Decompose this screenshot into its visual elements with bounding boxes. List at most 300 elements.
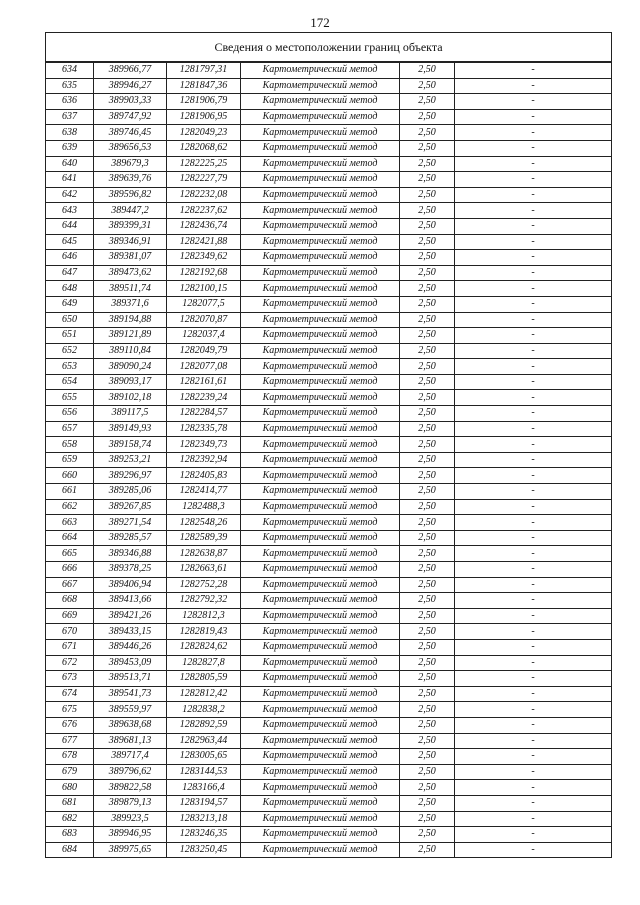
accuracy-cell: 2,50 [400,717,455,733]
point-number-cell: 644 [46,218,94,234]
table-row [46,639,612,655]
accuracy-cell: 2,50 [400,359,455,375]
x-coordinate-cell: 389447,2 [94,203,167,219]
table-row [46,530,612,546]
accuracy-cell: 2,50 [400,156,455,172]
x-coordinate-cell: 389903,33 [94,94,167,110]
table-row [46,328,612,344]
accuracy-cell: 2,50 [400,749,455,765]
accuracy-cell: 2,50 [400,827,455,843]
y-coordinate-cell: 1282077,08 [167,359,241,375]
page-number: 172 [310,15,330,30]
description-cell: - [455,624,612,640]
method-cell: Картометрический метод [241,749,400,765]
x-coordinate-cell: 389121,89 [94,328,167,344]
description-cell: - [455,421,612,437]
y-coordinate-cell: 1281906,79 [167,94,241,110]
method-cell: Картометрический метод [241,608,400,624]
accuracy-cell: 2,50 [400,546,455,562]
description-cell: - [455,187,612,203]
method-cell: Картометрический метод [241,343,400,359]
table-title: Сведения о местоположении границ объекта [46,33,612,63]
x-coordinate-cell: 389093,17 [94,374,167,390]
description-cell: - [455,702,612,718]
y-coordinate-cell: 1282812,42 [167,686,241,702]
method-cell: Картометрический метод [241,218,400,234]
table-row [46,140,612,156]
y-coordinate-cell: 1282405,83 [167,468,241,484]
accuracy-cell: 2,50 [400,78,455,94]
point-number-cell: 645 [46,234,94,250]
description-cell: - [455,827,612,843]
accuracy-cell: 2,50 [400,109,455,125]
description-cell: - [455,172,612,188]
point-number-cell: 684 [46,842,94,858]
point-number-cell: 649 [46,296,94,312]
table-row [46,234,612,250]
table-row [46,172,612,188]
point-number-cell: 681 [46,795,94,811]
method-cell: Картометрический метод [241,842,400,858]
accuracy-cell: 2,50 [400,452,455,468]
method-cell: Картометрический метод [241,172,400,188]
accuracy-cell: 2,50 [400,281,455,297]
description-cell: - [455,390,612,406]
accuracy-cell: 2,50 [400,218,455,234]
x-coordinate-cell: 389559,97 [94,702,167,718]
accuracy-cell: 2,50 [400,125,455,141]
description-cell: - [455,156,612,172]
accuracy-cell: 2,50 [400,795,455,811]
point-number-cell: 661 [46,484,94,500]
method-cell: Картометрический метод [241,639,400,655]
y-coordinate-cell: 1282335,78 [167,421,241,437]
table-row [46,312,612,328]
table-title-row [46,33,612,63]
x-coordinate-cell: 389679,3 [94,156,167,172]
point-number-cell: 665 [46,546,94,562]
method-cell: Картометрический метод [241,312,400,328]
table-row [46,203,612,219]
point-number-cell: 659 [46,452,94,468]
method-cell: Картометрический метод [241,234,400,250]
table-row [46,187,612,203]
accuracy-cell: 2,50 [400,406,455,422]
y-coordinate-cell: 1282819,43 [167,624,241,640]
x-coordinate-cell: 389267,85 [94,499,167,515]
y-coordinate-cell: 1282792,32 [167,593,241,609]
point-number-cell: 637 [46,109,94,125]
table-row [46,265,612,281]
description-cell: - [455,811,612,827]
description-cell: - [455,717,612,733]
accuracy-cell: 2,50 [400,94,455,110]
method-cell: Картометрический метод [241,203,400,219]
method-cell: Картометрический метод [241,702,400,718]
y-coordinate-cell: 1282225,25 [167,156,241,172]
y-coordinate-cell: 1282663,61 [167,562,241,578]
table-row [46,94,612,110]
point-number-cell: 677 [46,733,94,749]
point-number-cell: 662 [46,499,94,515]
description-cell: - [455,281,612,297]
point-number-cell: 675 [46,702,94,718]
accuracy-cell: 2,50 [400,811,455,827]
accuracy-cell: 2,50 [400,468,455,484]
description-cell: - [455,577,612,593]
point-number-cell: 657 [46,421,94,437]
method-cell: Картометрический метод [241,421,400,437]
y-coordinate-cell: 1282812,3 [167,608,241,624]
x-coordinate-cell: 389090,24 [94,359,167,375]
table-row [46,109,612,125]
description-cell: - [455,374,612,390]
x-coordinate-cell: 389158,74 [94,437,167,453]
method-cell: Картометрический метод [241,437,400,453]
table-row [46,764,612,780]
point-number-cell: 646 [46,250,94,266]
table-row [46,343,612,359]
description-cell: - [455,250,612,266]
accuracy-cell: 2,50 [400,530,455,546]
accuracy-cell: 2,50 [400,608,455,624]
point-number-cell: 635 [46,78,94,94]
table-row [46,421,612,437]
x-coordinate-cell: 389117,5 [94,406,167,422]
description-cell: - [455,343,612,359]
description-cell: - [455,515,612,531]
method-cell: Картометрический метод [241,109,400,125]
description-cell: - [455,359,612,375]
point-number-cell: 634 [46,62,94,78]
accuracy-cell: 2,50 [400,172,455,188]
description-cell: - [455,795,612,811]
accuracy-cell: 2,50 [400,577,455,593]
description-cell: - [455,593,612,609]
y-coordinate-cell: 1282037,4 [167,328,241,344]
method-cell: Картометрический метод [241,515,400,531]
x-coordinate-cell: 389822,58 [94,780,167,796]
x-coordinate-cell: 389271,54 [94,515,167,531]
method-cell: Картометрический метод [241,78,400,94]
description-cell: - [455,671,612,687]
y-coordinate-cell: 1282349,62 [167,250,241,266]
table-row [46,624,612,640]
description-cell: - [455,62,612,78]
x-coordinate-cell: 389923,5 [94,811,167,827]
x-coordinate-cell: 389975,65 [94,842,167,858]
table-row [46,125,612,141]
table-row [46,406,612,422]
table-row [46,749,612,765]
method-cell: Картометрический метод [241,374,400,390]
point-number-cell: 658 [46,437,94,453]
y-coordinate-cell: 1282963,44 [167,733,241,749]
y-coordinate-cell: 1283005,65 [167,749,241,765]
point-number-cell: 666 [46,562,94,578]
table-row [46,811,612,827]
x-coordinate-cell: 389346,91 [94,234,167,250]
point-number-cell: 640 [46,156,94,172]
accuracy-cell: 2,50 [400,499,455,515]
table-row [46,795,612,811]
description-cell: - [455,842,612,858]
point-number-cell: 654 [46,374,94,390]
x-coordinate-cell: 389946,27 [94,78,167,94]
description-cell: - [455,546,612,562]
point-number-cell: 679 [46,764,94,780]
x-coordinate-cell: 389378,25 [94,562,167,578]
point-number-cell: 678 [46,749,94,765]
accuracy-cell: 2,50 [400,780,455,796]
table-row [46,717,612,733]
description-cell: - [455,234,612,250]
y-coordinate-cell: 1282824,62 [167,639,241,655]
x-coordinate-cell: 389879,13 [94,795,167,811]
description-cell: - [455,218,612,234]
method-cell: Картометрический метод [241,140,400,156]
method-cell: Картометрический метод [241,811,400,827]
method-cell: Картометрический метод [241,624,400,640]
method-cell: Картометрический метод [241,499,400,515]
method-cell: Картометрический метод [241,780,400,796]
method-cell: Картометрический метод [241,390,400,406]
point-number-cell: 683 [46,827,94,843]
x-coordinate-cell: 389346,88 [94,546,167,562]
point-number-cell: 650 [46,312,94,328]
accuracy-cell: 2,50 [400,655,455,671]
x-coordinate-cell: 389149,93 [94,421,167,437]
method-cell: Картометрический метод [241,577,400,593]
x-coordinate-cell: 389746,45 [94,125,167,141]
description-cell: - [455,312,612,328]
y-coordinate-cell: 1282638,87 [167,546,241,562]
point-number-cell: 653 [46,359,94,375]
accuracy-cell: 2,50 [400,203,455,219]
point-number-cell: 660 [46,468,94,484]
method-cell: Картометрический метод [241,406,400,422]
x-coordinate-cell: 389413,66 [94,593,167,609]
table-row [46,842,612,858]
point-number-cell: 636 [46,94,94,110]
point-number-cell: 642 [46,187,94,203]
x-coordinate-cell: 389371,6 [94,296,167,312]
x-coordinate-cell: 389511,74 [94,281,167,297]
point-number-cell: 643 [46,203,94,219]
description-cell: - [455,639,612,655]
description-cell: - [455,406,612,422]
table-row [46,62,612,78]
description-cell: - [455,530,612,546]
table-row [46,218,612,234]
point-number-cell: 652 [46,343,94,359]
accuracy-cell: 2,50 [400,624,455,640]
description-cell: - [455,437,612,453]
point-number-cell: 655 [46,390,94,406]
description-cell: - [455,562,612,578]
description-cell: - [455,686,612,702]
x-coordinate-cell: 389639,76 [94,172,167,188]
method-cell: Картометрический метод [241,125,400,141]
y-coordinate-cell: 1282414,77 [167,484,241,500]
accuracy-cell: 2,50 [400,390,455,406]
accuracy-cell: 2,50 [400,484,455,500]
accuracy-cell: 2,50 [400,296,455,312]
description-cell: - [455,468,612,484]
y-coordinate-cell: 1282421,88 [167,234,241,250]
accuracy-cell: 2,50 [400,562,455,578]
point-number-cell: 651 [46,328,94,344]
y-coordinate-cell: 1282589,39 [167,530,241,546]
x-coordinate-cell: 389296,97 [94,468,167,484]
method-cell: Картометрический метод [241,530,400,546]
table-row [46,78,612,94]
description-cell: - [455,655,612,671]
y-coordinate-cell: 1282392,94 [167,452,241,468]
y-coordinate-cell: 1282232,08 [167,187,241,203]
description-cell: - [455,296,612,312]
x-coordinate-cell: 389285,57 [94,530,167,546]
y-coordinate-cell: 1282237,62 [167,203,241,219]
y-coordinate-cell: 1282284,57 [167,406,241,422]
table-row [46,827,612,843]
method-cell: Картометрический метод [241,546,400,562]
description-cell: - [455,94,612,110]
table-row [46,655,612,671]
y-coordinate-cell: 1283144,53 [167,764,241,780]
accuracy-cell: 2,50 [400,733,455,749]
accuracy-cell: 2,50 [400,842,455,858]
point-number-cell: 674 [46,686,94,702]
method-cell: Картометрический метод [241,187,400,203]
point-number-cell: 668 [46,593,94,609]
x-coordinate-cell: 389253,21 [94,452,167,468]
method-cell: Картометрический метод [241,156,400,172]
method-cell: Картометрический метод [241,671,400,687]
table-row [46,593,612,609]
table-row [46,546,612,562]
x-coordinate-cell: 389285,06 [94,484,167,500]
y-coordinate-cell: 1282192,68 [167,265,241,281]
accuracy-cell: 2,50 [400,593,455,609]
table-row [46,702,612,718]
table-row [46,577,612,593]
accuracy-cell: 2,50 [400,234,455,250]
point-number-cell: 673 [46,671,94,687]
accuracy-cell: 2,50 [400,421,455,437]
y-coordinate-cell: 1282239,24 [167,390,241,406]
y-coordinate-cell: 1283194,57 [167,795,241,811]
table-row [46,250,612,266]
table-row [46,608,612,624]
method-cell: Картометрический метод [241,468,400,484]
point-number-cell: 676 [46,717,94,733]
x-coordinate-cell: 389399,31 [94,218,167,234]
y-coordinate-cell: 1282100,15 [167,281,241,297]
y-coordinate-cell: 1282892,59 [167,717,241,733]
boundary-coordinates-table [45,32,612,858]
y-coordinate-cell: 1282488,3 [167,499,241,515]
accuracy-cell: 2,50 [400,140,455,156]
accuracy-cell: 2,50 [400,764,455,780]
table-row [46,671,612,687]
y-coordinate-cell: 1282827,8 [167,655,241,671]
table-row [46,686,612,702]
method-cell: Картометрический метод [241,655,400,671]
y-coordinate-cell: 1283213,18 [167,811,241,827]
description-cell: - [455,78,612,94]
table-row [46,780,612,796]
method-cell: Картометрический метод [241,593,400,609]
y-coordinate-cell: 1282548,26 [167,515,241,531]
y-coordinate-cell: 1283250,45 [167,842,241,858]
point-number-cell: 669 [46,608,94,624]
point-number-cell: 648 [46,281,94,297]
table-row [46,499,612,515]
y-coordinate-cell: 1282070,87 [167,312,241,328]
description-cell: - [455,484,612,500]
method-cell: Картометрический метод [241,717,400,733]
accuracy-cell: 2,50 [400,437,455,453]
accuracy-cell: 2,50 [400,671,455,687]
x-coordinate-cell: 389656,53 [94,140,167,156]
x-coordinate-cell: 389638,68 [94,717,167,733]
description-cell: - [455,140,612,156]
x-coordinate-cell: 389473,62 [94,265,167,281]
point-number-cell: 656 [46,406,94,422]
y-coordinate-cell: 1282049,23 [167,125,241,141]
table-row [46,390,612,406]
description-cell: - [455,733,612,749]
y-coordinate-cell: 1281847,36 [167,78,241,94]
y-coordinate-cell: 1282838,2 [167,702,241,718]
method-cell: Картометрический метод [241,281,400,297]
x-coordinate-cell: 389453,09 [94,655,167,671]
x-coordinate-cell: 389421,26 [94,608,167,624]
table-row [46,452,612,468]
description-cell: - [455,109,612,125]
table-row [46,374,612,390]
point-number-cell: 641 [46,172,94,188]
accuracy-cell: 2,50 [400,639,455,655]
x-coordinate-cell: 389102,18 [94,390,167,406]
y-coordinate-cell: 1282805,59 [167,671,241,687]
method-cell: Картометрический метод [241,452,400,468]
description-cell: - [455,125,612,141]
x-coordinate-cell: 389381,07 [94,250,167,266]
point-number-cell: 639 [46,140,94,156]
y-coordinate-cell: 1282227,79 [167,172,241,188]
description-cell: - [455,749,612,765]
y-coordinate-cell: 1282068,62 [167,140,241,156]
y-coordinate-cell: 1283246,35 [167,827,241,843]
accuracy-cell: 2,50 [400,515,455,531]
description-cell: - [455,764,612,780]
point-number-cell: 667 [46,577,94,593]
method-cell: Картометрический метод [241,62,400,78]
x-coordinate-cell: 389966,77 [94,62,167,78]
x-coordinate-cell: 389717,4 [94,749,167,765]
method-cell: Картометрический метод [241,250,400,266]
table-row [46,281,612,297]
method-cell: Картометрический метод [241,827,400,843]
accuracy-cell: 2,50 [400,686,455,702]
point-number-cell: 647 [46,265,94,281]
table-row [46,437,612,453]
method-cell: Картометрический метод [241,764,400,780]
table-row [46,484,612,500]
x-coordinate-cell: 389406,94 [94,577,167,593]
